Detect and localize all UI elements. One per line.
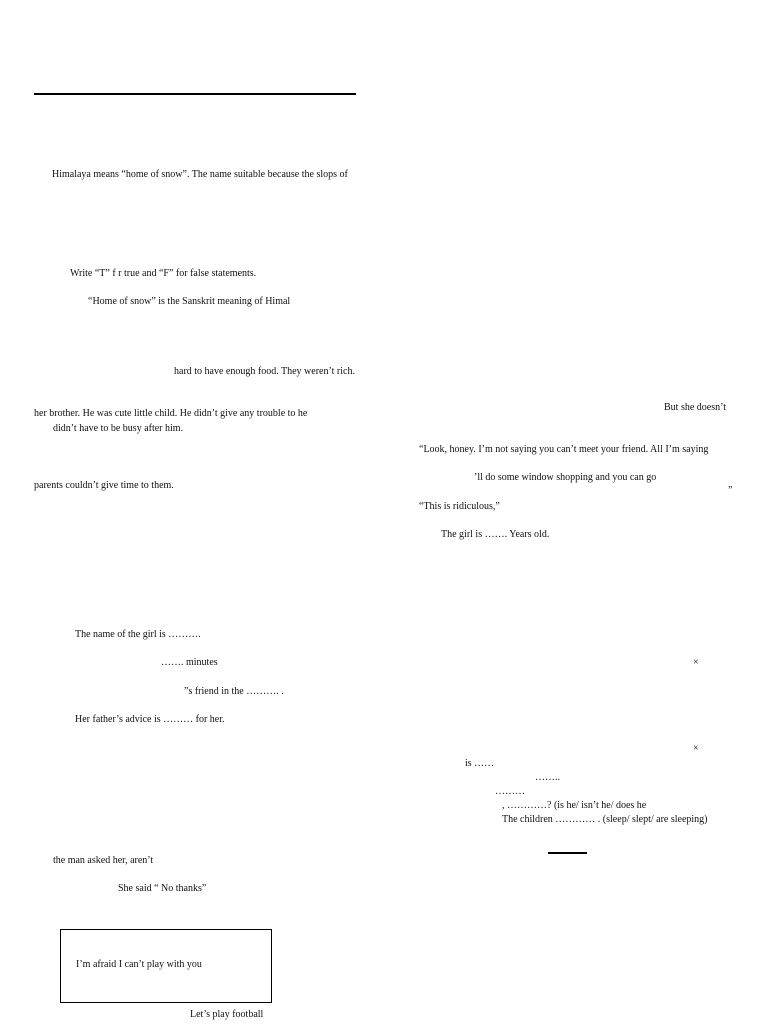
fill-blank: …….. — [535, 772, 560, 783]
passage-line: her brother. He was cute little child. He didn’t give any trouble to he — [34, 408, 308, 419]
passage-line: parents couldn’t give time to them. — [34, 480, 174, 491]
question-girl-age: The girl is ……. Years old. — [441, 529, 550, 540]
children-question: The children ………… . (sleep/ slept/ are sleeping) — [502, 814, 708, 825]
dialogue-line: She said “ No thanks” — [118, 883, 207, 894]
speech-reply: Let’s play football — [190, 1009, 264, 1020]
cross-mark: × — [693, 657, 699, 668]
dialogue-line: the man asked her, aren’t — [53, 855, 154, 866]
true-false-instruction: Write “T” f r true and “F” for false statements. — [70, 268, 257, 279]
intro-paragraph: Himalaya means “home of snow”. The name suitable because the slops of — [52, 169, 348, 180]
section-underline — [548, 852, 587, 854]
passage-line: didn’t have to be busy after him. — [53, 423, 184, 434]
title-underline — [34, 93, 356, 95]
passage-line: hard to have enough food. They weren’t rich. — [174, 366, 355, 377]
passage-line: But she doesn’t — [664, 402, 727, 413]
closing-quote-mark: ” — [728, 485, 733, 496]
cross-mark: × — [693, 743, 699, 754]
dialogue-quote: “This is ridiculous,” — [419, 501, 500, 512]
dialogue-quote: ’ll do some window shopping and you can go — [474, 472, 657, 483]
dialogue-quote: “Look, honey. I’m not saying you can’t meet your friend. All I’m saying — [419, 444, 709, 455]
fill-blank: ……… — [495, 786, 525, 797]
question-friend: ”s friend in the ………. . — [184, 686, 284, 697]
speech-box-text: I’m afraid I can’t play with you — [76, 959, 202, 970]
fill-blank: is …… — [465, 758, 495, 769]
question-father-advice: Her father’s advice is ……… for her. — [75, 714, 225, 725]
question-minutes: ……. minutes — [161, 657, 218, 668]
question-girl-name: The name of the girl is ………. — [75, 629, 201, 640]
speech-box — [60, 929, 272, 1003]
true-false-statement-1: “Home of snow” is the Sanskrit meaning of Himal — [88, 296, 291, 307]
tag-question: , …………? (is he/ isn’t he/ does he — [502, 800, 647, 811]
